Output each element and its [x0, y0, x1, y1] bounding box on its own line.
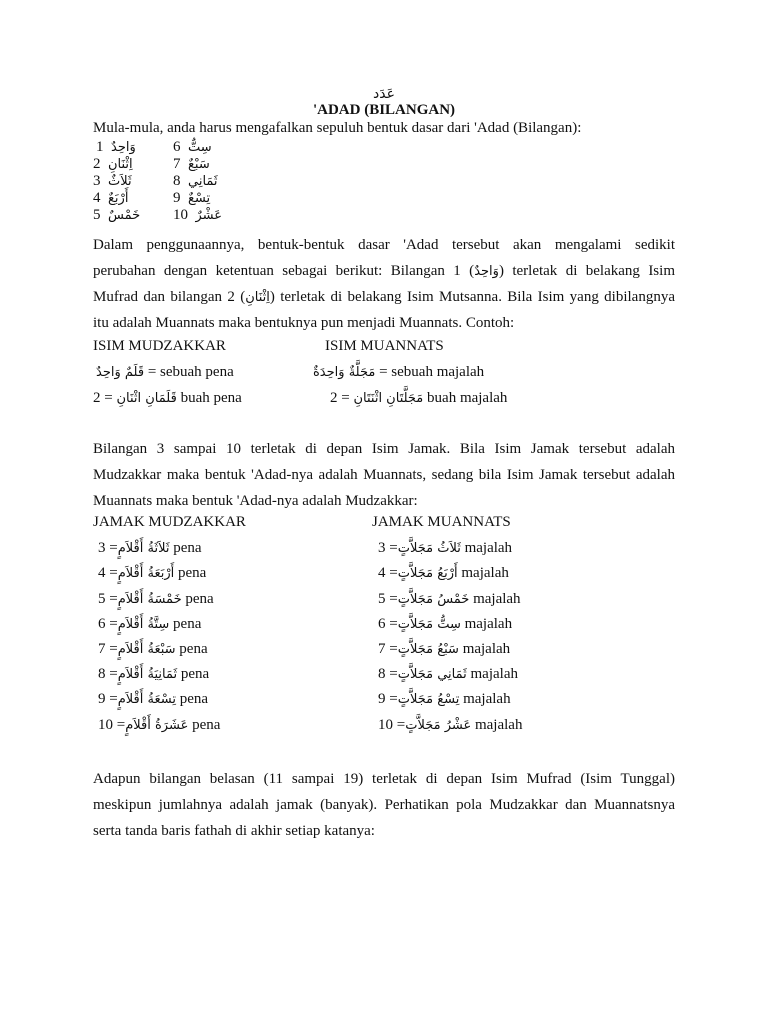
example-meaning: = 8 pena: [98, 666, 210, 682]
intro-text: Mula-mula, anda harus mengafalkan sepuluh bentuk dasar dari 'Adad (Bilangan):: [93, 120, 582, 136]
number-digit: 4: [93, 190, 101, 206]
example-meaning: = 5 majalah: [378, 591, 521, 607]
text-run: ) terletak di belakang Isim: [498, 263, 675, 279]
number-digit: 9: [173, 190, 181, 206]
paragraph-line: serta tanda baris fathah di akhir setiap katanya:: [93, 823, 375, 839]
number-item: [93, 156, 133, 173]
number-arabic: تِسْعٌ: [188, 191, 211, 206]
number-arabic: اِثْنَانِ: [108, 157, 133, 172]
text-run: ) terletak di belakang Isim Mutsanna. Bila Isim yang dibilangnya: [269, 289, 675, 305]
example-muannats: [313, 364, 484, 381]
arabic-word: قَلَمٌ وَاحِدٌ: [96, 365, 145, 380]
number-item: [173, 173, 218, 190]
example-mudzakkar: [98, 641, 208, 658]
arabic-word: ثَمَانِيَةُ أَقْلاَمٍ: [117, 667, 178, 682]
example-meaning: = sebuah pena: [147, 364, 234, 380]
example-meaning: = 2 buah majalah: [330, 390, 508, 406]
number-item: [173, 190, 210, 207]
number-arabic: ثَلاَثٌ: [108, 174, 132, 189]
example-mudzakkar: [96, 364, 234, 381]
example-meaning: = 3 majalah: [378, 540, 513, 556]
example-meaning: = 10 majalah: [378, 717, 523, 733]
example-mudzakkar: [98, 666, 209, 683]
isim-mudzakkar-header: ISIM MUDZAKKAR: [93, 338, 226, 354]
number-arabic: سَبْعٌ: [188, 157, 210, 172]
arabic-word: مَجَلَّةٌ وَاحِدَةٌ: [313, 365, 376, 380]
arabic-inline: اِثْنَانِ: [245, 290, 270, 305]
number-digit: 1: [96, 139, 104, 155]
arabic-word: تِسْعُ مَجَلاَّتٍ: [397, 692, 460, 707]
example-meaning: = 2 buah pena: [93, 390, 242, 406]
number-digit: 8: [173, 173, 181, 189]
number-item: [173, 139, 212, 156]
arabic-word: مَجَلَّتَانِ اثْنَتَانِ: [353, 391, 424, 406]
number-item: [93, 190, 128, 207]
example-meaning: = 7 pena: [98, 641, 208, 657]
example-meaning: = 9 pena: [98, 691, 209, 707]
number-item: [93, 173, 132, 190]
example-mudzakkar: [98, 540, 202, 557]
paragraph-line: Adapun bilangan belasan (11 sampai 19) terletak di depan Isim Mufrad (Isim Tunggal): [93, 771, 675, 787]
example-muannats: [378, 717, 522, 734]
arabic-word: ثَلاَثُ مَجَلاَّتٍ: [397, 541, 461, 556]
number-digit: 6: [173, 139, 181, 155]
example-mudzakkar: [98, 616, 201, 633]
paragraph-line: [93, 258, 675, 285]
example-meaning: = sebuah majalah: [379, 364, 485, 380]
number-digit: 3: [93, 173, 101, 189]
number-item: [96, 139, 136, 156]
jamak-mudzakkar-header: JAMAK MUDZAKKAR: [93, 514, 246, 530]
arabic-word: ثَلاَثَةُ أَقْلاَمٍ: [117, 541, 170, 556]
paragraph-line: Mudzakkar maka bentuk 'Adad-nya adalah Muannats, sedang bila Isim Jamak tersebut adalah: [93, 467, 675, 483]
number-arabic: وَاحِدٌ: [111, 140, 136, 155]
paragraph-line: itu adalah Muannats maka bentuknya pun menjadi Muannats. Contoh:: [93, 315, 515, 331]
arabic-inline: وَاحِدٌ: [474, 264, 499, 279]
paragraph-line: meskipun jumlahnya adalah jamak (banyak). Perhatikan pola Mudzakkar dan Muannatsnya: [93, 797, 675, 813]
page-title: 'ADAD (BILANGAN): [312, 102, 456, 118]
paragraph-line: Bilangan 3 sampai 10 terletak di depan Isim Jamak. Bila Isim Jamak tersebut adalah: [93, 441, 675, 457]
arabic-word: سَبْعُ مَجَلاَّتٍ: [397, 642, 459, 657]
number-digit: 10: [173, 207, 188, 223]
number-digit: 7: [173, 156, 181, 172]
example-meaning: = 9 majalah: [378, 691, 511, 707]
example-muannats: [378, 666, 518, 683]
number-item: [173, 207, 222, 224]
example-muannats: [378, 565, 509, 582]
example-meaning: = 6 pena: [98, 616, 202, 632]
number-item: [93, 207, 140, 224]
paragraph-line: Dalam penggunaannya, bentuk-bentuk dasar 'Adad tersebut akan mengalami sedikit: [93, 237, 675, 253]
example-muannats: [378, 616, 512, 633]
title-arabic: عَدَد: [373, 86, 395, 102]
arabic-word: تِسْعَةُ أَقْلاَمٍ: [117, 692, 176, 707]
arabic-word: سِتَّةُ أَقْلاَمٍ: [117, 617, 170, 632]
arabic-word: أَرْبَعُ مَجَلاَّتٍ: [397, 566, 458, 581]
arabic-word: أَرْبَعَةُ أَقْلاَمٍ: [117, 566, 175, 581]
example-mudzakkar: [98, 717, 220, 734]
example-meaning: = 8 majalah: [378, 666, 518, 682]
paragraph-line: Muannats maka bentuk 'Adad-nya adalah Mudzakkar:: [93, 493, 418, 509]
example-meaning: = 4 majalah: [378, 565, 509, 581]
example-mudzakkar: [98, 691, 208, 708]
example-muannats: [378, 691, 511, 708]
example-meaning: = 4 pena: [98, 565, 207, 581]
example-muannats: [378, 641, 510, 658]
arabic-word: عَشَرَةُ أَقْلاَمٍ: [125, 718, 189, 733]
arabic-word: خَمْسَةُ أَقْلاَمٍ: [117, 592, 182, 607]
jamak-muannats-header: JAMAK MUANNATS: [372, 514, 511, 530]
example-mudzakkar: [93, 390, 242, 407]
arabic-word: قَلَمَانِ اثْنَانِ: [116, 391, 177, 406]
text-run: Mufrad dan bilangan 2 (: [93, 289, 246, 305]
arabic-word: خَمْسُ مَجَلاَّتٍ: [397, 592, 470, 607]
arabic-word: سَبْعَةُ أَقْلاَمٍ: [117, 642, 176, 657]
text-run: perubahan dengan ketentuan sebagai berikut: Bilangan 1 (: [93, 263, 475, 279]
example-meaning: = 10 pena: [98, 717, 221, 733]
arabic-word: ثَمَانِي مَجَلاَّتٍ: [397, 667, 467, 682]
example-muannats: [330, 390, 507, 407]
example-mudzakkar: [98, 565, 206, 582]
example-meaning: = 3 pena: [98, 540, 202, 556]
example-mudzakkar: [98, 591, 214, 608]
example-meaning: = 7 majalah: [378, 641, 511, 657]
example-muannats: [378, 591, 521, 608]
example-meaning: = 5 pena: [98, 591, 214, 607]
arabic-word: عَشْرُ مَجَلاَّتٍ: [405, 718, 472, 733]
example-meaning: = 6 majalah: [378, 616, 513, 632]
number-arabic: سِتٌّ: [188, 140, 212, 155]
number-item: [173, 156, 210, 173]
arabic-word: سِتُّ مَجَلاَّتٍ: [397, 617, 461, 632]
number-arabic: أَرْبَعٌ: [108, 191, 129, 206]
example-muannats: [378, 540, 512, 557]
number-digit: 5: [93, 207, 101, 223]
paragraph-line: [93, 284, 675, 311]
number-arabic: عَشْرٌ: [195, 208, 223, 223]
isim-muannats-header: ISIM MUANNATS: [325, 338, 444, 354]
number-digit: 2: [93, 156, 101, 172]
number-arabic: ثَمَانِي: [188, 174, 218, 189]
number-arabic: خَمْسٌ: [108, 208, 141, 223]
